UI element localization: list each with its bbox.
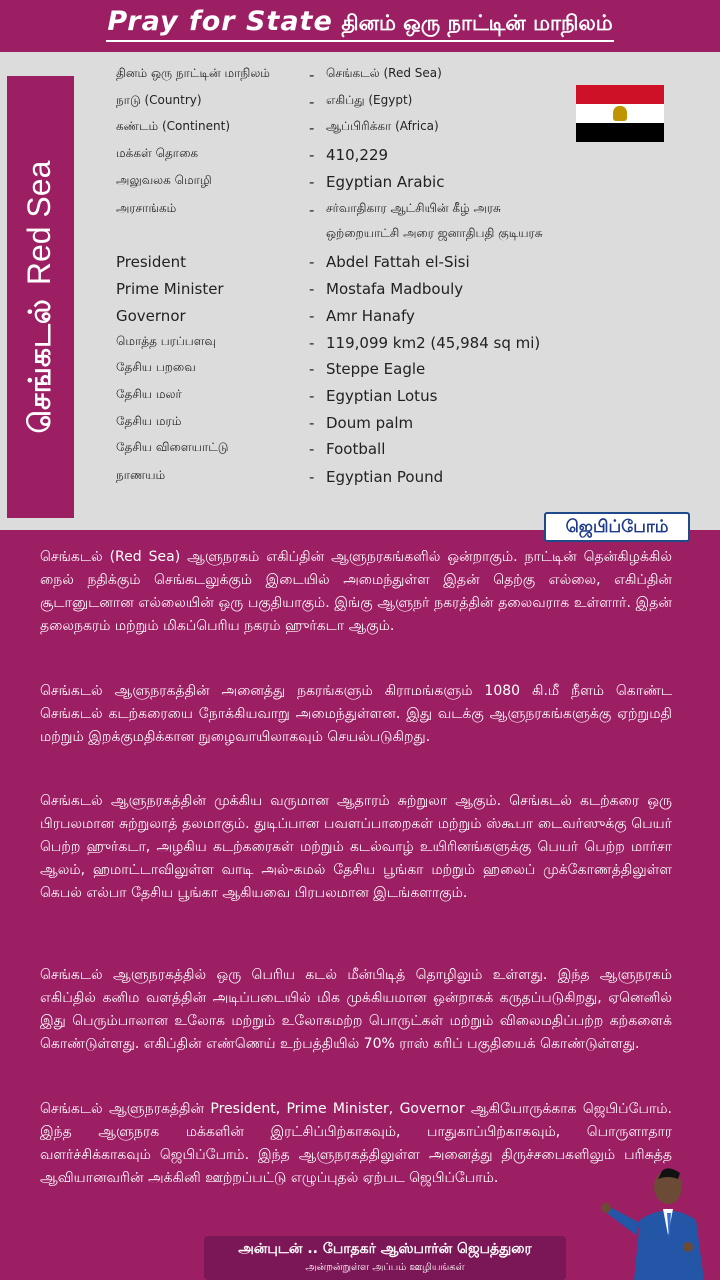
info-label: கண்டம் (Continent) <box>116 119 230 133</box>
footer <box>204 1236 566 1280</box>
info-label: தினம் ஒரு நாட்டின் மாநிலம் <box>116 66 270 80</box>
pray-badge: ஜெபிப்போம் <box>544 512 690 542</box>
pastor-image <box>600 1165 720 1280</box>
info-label: மொத்த பரப்பளவு <box>116 334 217 348</box>
info-label: தேசிய மரம் <box>116 414 182 428</box>
side-label-en: Red Sea <box>21 160 57 286</box>
info-label: அலுவலக மொழி <box>116 173 212 187</box>
page-title <box>0 4 720 41</box>
info-value: சர்வாதிகார ஆட்சியின் கீழ் அரசு <box>326 201 501 215</box>
info-label: அரசாங்கம் <box>116 201 177 215</box>
info-label: நாடு (Country) <box>116 93 202 107</box>
info-label: நாணயம் <box>116 468 166 482</box>
info-label: மக்கள் தொகை <box>116 146 199 160</box>
info-value: Doum palm <box>326 414 414 432</box>
info-label: தேசிய பறவை <box>116 360 196 374</box>
info-value: Football <box>326 440 386 458</box>
info-value: ஆப்பிரிக்கா (Africa) <box>326 119 439 133</box>
header <box>0 0 720 50</box>
side-label-ta: செங்கடல் <box>23 299 58 434</box>
info-value-2: ஒற்றையாட்சி அரை ஜனாதிபதி குடியரசு <box>326 226 543 240</box>
info-value: Amr Hanafy <box>326 307 415 325</box>
info-label: தேசிய மலர் <box>116 387 182 401</box>
info-value: 119,099 km2 (45,984 sq mi) <box>326 334 541 352</box>
egypt-flag-icon <box>576 85 664 142</box>
info-value: Mostafa Madbouly <box>326 280 464 298</box>
info-value: செங்கடல் (Red Sea) <box>326 66 442 80</box>
title-underline <box>106 40 614 42</box>
info-value: Abdel Fattah el-Sisi <box>326 253 470 271</box>
info-label: Governor <box>116 307 186 325</box>
info-value: Egyptian Arabic <box>326 173 445 191</box>
footer-ministry: அன்றன்றுள்ள அப்பம் ஊழியங்கள் <box>305 1262 465 1273</box>
side-label <box>20 161 62 434</box>
paragraph: செங்கடல் ஆளுநரகத்தின் அனைத்து நகரங்களும் கிராமங்களும் 1080 கி.மீ நீளம் கொண்ட செங்கடல் கடற்கரையை நோக்கியவாறு அமைந்துள்ளன. இது வடக்கு ஆளுநரகங்களுக்கு ஏற்றுமதி மற்றும் இறக்குமதிக்கான நுழைவாயிலாகவும் செயல்படுகிறது. <box>40 683 672 745</box>
info-label: President <box>116 253 186 271</box>
paragraph: செங்கடல் ஆளுநரகத்தின் President, Prime Minister, Governor ஆகியோருக்காக ஜெபிப்போம். இந்த ஆளுநரக மக்களின் இரட்சிப்பிற்காகவும், பாதுகாப்பிற்காகவும், பொருளாதார வளர்ச்சிக்காகவும் ஜெபிப்போம். இந்த ஆளுநரகத்திலுள்ள அனைத்து திருச்சபைகளிலும் பரிசுத்த ஆவியானவரின் அக்கினி ஊற்றப்பட்டு எழுப்புதல் ஏற்பட ஜெபிப்போம். <box>40 1101 672 1186</box>
info-value: எகிப்து (Egypt) <box>326 93 413 107</box>
info-value: 410,229 <box>326 146 389 164</box>
title-en: Pray for State <box>107 6 333 37</box>
info-label: Prime Minister <box>116 280 224 298</box>
title-ta: தினம் ஒரு நாட்டின் மாநிலம் <box>341 11 613 35</box>
paragraph: செங்கடல் (Red Sea) ஆளுநரகம் எகிப்தின் ஆளுநரகங்களில் ஒன்றாகும். நாட்டின் தென்கிழக்கில் நைல் நதிக்கும் செங்கடலுக்கும் இடையில் அமைந்துள்ள இதன் தெற்கு எல்லை, எகிப்தின் சூடானுடனான எல்லையின் ஒரு பகுதியாகும். இங்கு ஆளுநர் நகரத்தின் தலைவராக உள்ளார். இதன் தலைநகரம் மற்றும் மிகப்பெரிய நகரம் ஹுர்கடா ஆகும். <box>40 549 672 634</box>
eagle-icon <box>613 106 627 121</box>
info-label: தேசிய விளையாட்டு <box>116 440 229 454</box>
info-value: Egyptian Pound <box>326 468 444 486</box>
info-value: Egyptian Lotus <box>326 387 438 405</box>
footer-author: அன்புடன் .. போதகர் ஆஸ்பார்ன் ஜெபத்துரை <box>238 1241 532 1257</box>
paragraph: செங்கடல் ஆளுநரகத்தின் முக்கிய வருமான ஆதாரம் சுற்றுலா ஆகும். செங்கடல் கடற்கரை ஒரு பிரபலமான சுற்றுலாத் தலமாகும். துடிப்பான பவளப்பாறைகள் மற்றும் ஸ்கூபா டைவர்ஸுக்கு பெயர் பெற்ற ஹுர்கடா, அழகிய கடற்கரைகள் மற்றும் கடல்வாழ் உயிரினங்களுக்கு பெயர் பெற்ற மார்சா ஆலம், ஹமாட்டாவிலுள்ள வாடி அல்-கமல் தேசிய பூங்கா மற்றும் ஹலைப் முக்கோணத்திலுள்ள கெபல் எல்பா தேசிய பூங்கா ஆகியவை பிரபலமான இடங்களாகும். <box>40 793 672 901</box>
paragraph: செங்கடல் ஆளுநரகத்தில் ஒரு பெரிய கடல் மீன்பிடித் தொழிலும் உள்ளது. இந்த ஆளுநரகம் எகிப்தில் கனிம வளத்தின் அடிப்படையில் மிக முக்கியமான ஒன்றாகக் கருதப்படுகிறது, ஏனெனில் இது பெரும்பாலான உலோக மற்றும் உலோகமற்ற பொருட்கள் மற்றும் விலைமதிப்பற்ற கற்களைக் கொண்டுள்ளது. எகிப்தின் எண்ணெய் உற்பத்தியில் 70% ராஸ் கரிப் பகுதியைக் கொண்டுள்ளது. <box>40 967 672 1052</box>
info-value: Steppe Eagle <box>326 360 426 378</box>
